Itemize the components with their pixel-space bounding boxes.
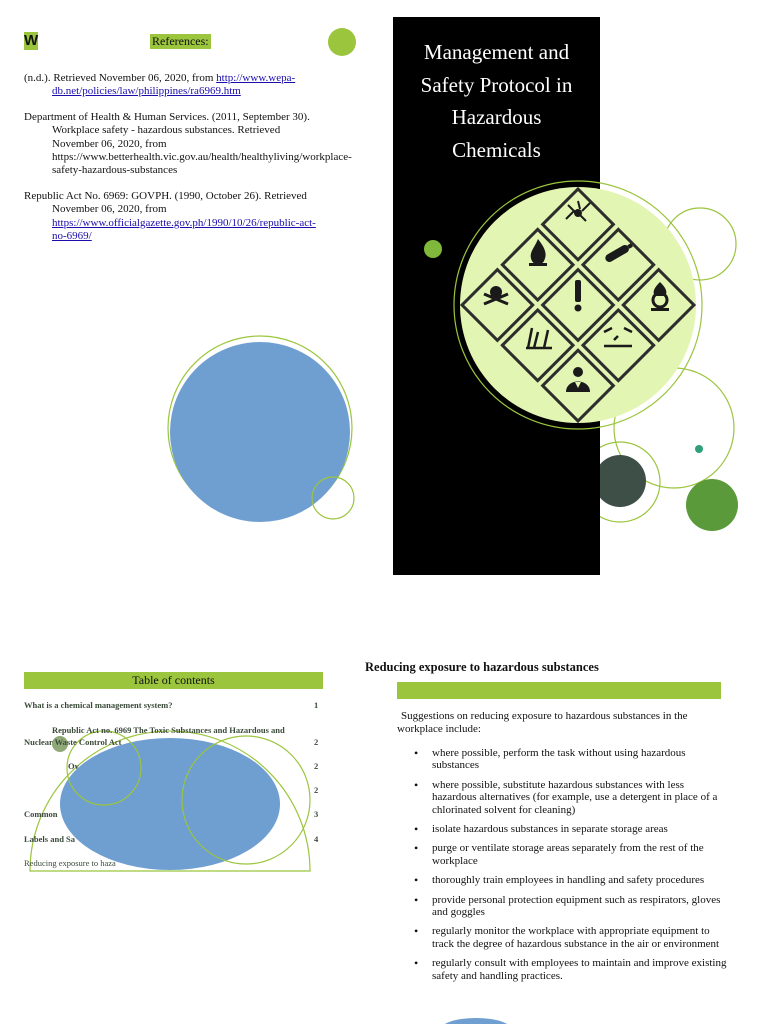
reference-item: (n.d.). Retrieved November 06, 2020, from http://www.wepa-db.net/policies/law/philippines/ra6969.htm: [24, 72, 296, 98]
toc-entry[interactable]: Reducing exposure to haza: [24, 858, 116, 868]
green-dot-topleft: [328, 28, 356, 56]
toc-page-number: 3: [314, 809, 319, 819]
toc-page-number: 2: [314, 785, 319, 795]
hazard-symbols-graphic: [453, 180, 703, 430]
toc-heading: Table of contents: [24, 672, 323, 689]
blue-ellipse-toc: [60, 738, 280, 870]
list-item: • thoroughly train employees in handling and safety procedures: [414, 874, 729, 886]
references-title: References:: [152, 34, 209, 48]
toc-entry[interactable]: Nuclear Waste Control Act: [24, 737, 122, 747]
toc-entry[interactable]: Common: [24, 809, 58, 819]
teal-dot: [695, 445, 703, 453]
slate-circle: [594, 455, 646, 507]
green-dot-small: [423, 239, 443, 259]
reference-item: Department of Health & Human Services. (2011, September 30). Workplace safety - hazardous substances. Retrieved November 06, 2020, from https://www.betterhealth.vic.gov.au/health/healthyliving/workplace-safety-hazardous-substances: [24, 110, 352, 177]
list-item: • isolate hazardous substances in separate storage areas: [414, 823, 729, 835]
exclamation-icon: [575, 280, 582, 312]
reference-item: Republic Act No. 6969: GOVPH. (1990, October 26). Retrieved November 06, 2020, from https://www.officialgazette.gov.ph/1990/10/26/republic-act-no-6969/: [24, 189, 316, 243]
green-accent-bar: [397, 682, 721, 699]
list-item: • where possible, perform the task without using hazardous substances: [414, 747, 729, 772]
green-circle-right: [686, 479, 738, 531]
toc-entry[interactable]: Ov: [68, 761, 79, 771]
intro-paragraph: Suggestions on reducing exposure to hazardous substances in the workplace include:: [397, 710, 688, 735]
toc-page-number: 1: [314, 700, 319, 710]
blue-circle-left: [170, 342, 350, 522]
section-marker: W: [24, 32, 39, 49]
toc-page-number: 4: [314, 834, 319, 844]
references-list: [24, 72, 352, 255]
list-item: • purge or ventilate storage areas separately from the rest of the workplace: [414, 842, 729, 867]
list-item: • where possible, substitute hazardous substances with less hazardous alternatives (for example, use a detergent in place of a chlorinated solvent for cleaning): [414, 779, 729, 816]
reference-link[interactable]: https://www.officialgazette.gov.ph/1990/10/26/republic-act-no-6969/: [52, 216, 316, 243]
toc-entry[interactable]: What is a chemical management system?: [24, 700, 173, 710]
list-item: • provide personal protection equipment such as respirators, gloves and goggles: [414, 894, 729, 919]
toc-entry[interactable]: Republic Act no. 6969 The Toxic Substances and Hazardous and: [52, 725, 285, 735]
list-item: • regularly consult with employees to maintain and improve existing safety and handling practices.: [414, 957, 729, 982]
reference-link[interactable]: http://www.wepa-db.net/policies/law/philippines/ra6969.htm: [52, 72, 296, 98]
toc-entry[interactable]: Labels and Sa: [24, 834, 76, 844]
toc-page-number: 2: [314, 737, 319, 747]
list-item: • regularly monitor the workplace with appropriate equipment to track the degree of hazardous substance in the air or environment: [414, 925, 729, 950]
cover-title: Management and Safety Protocol in Hazardous Chemicals: [420, 40, 573, 162]
toc-page-number: 2: [314, 761, 319, 771]
section-title: Reducing exposure to hazardous substances: [365, 660, 599, 674]
blue-partial-bottom: [440, 1018, 512, 1024]
suggestion-list: [414, 747, 729, 989]
